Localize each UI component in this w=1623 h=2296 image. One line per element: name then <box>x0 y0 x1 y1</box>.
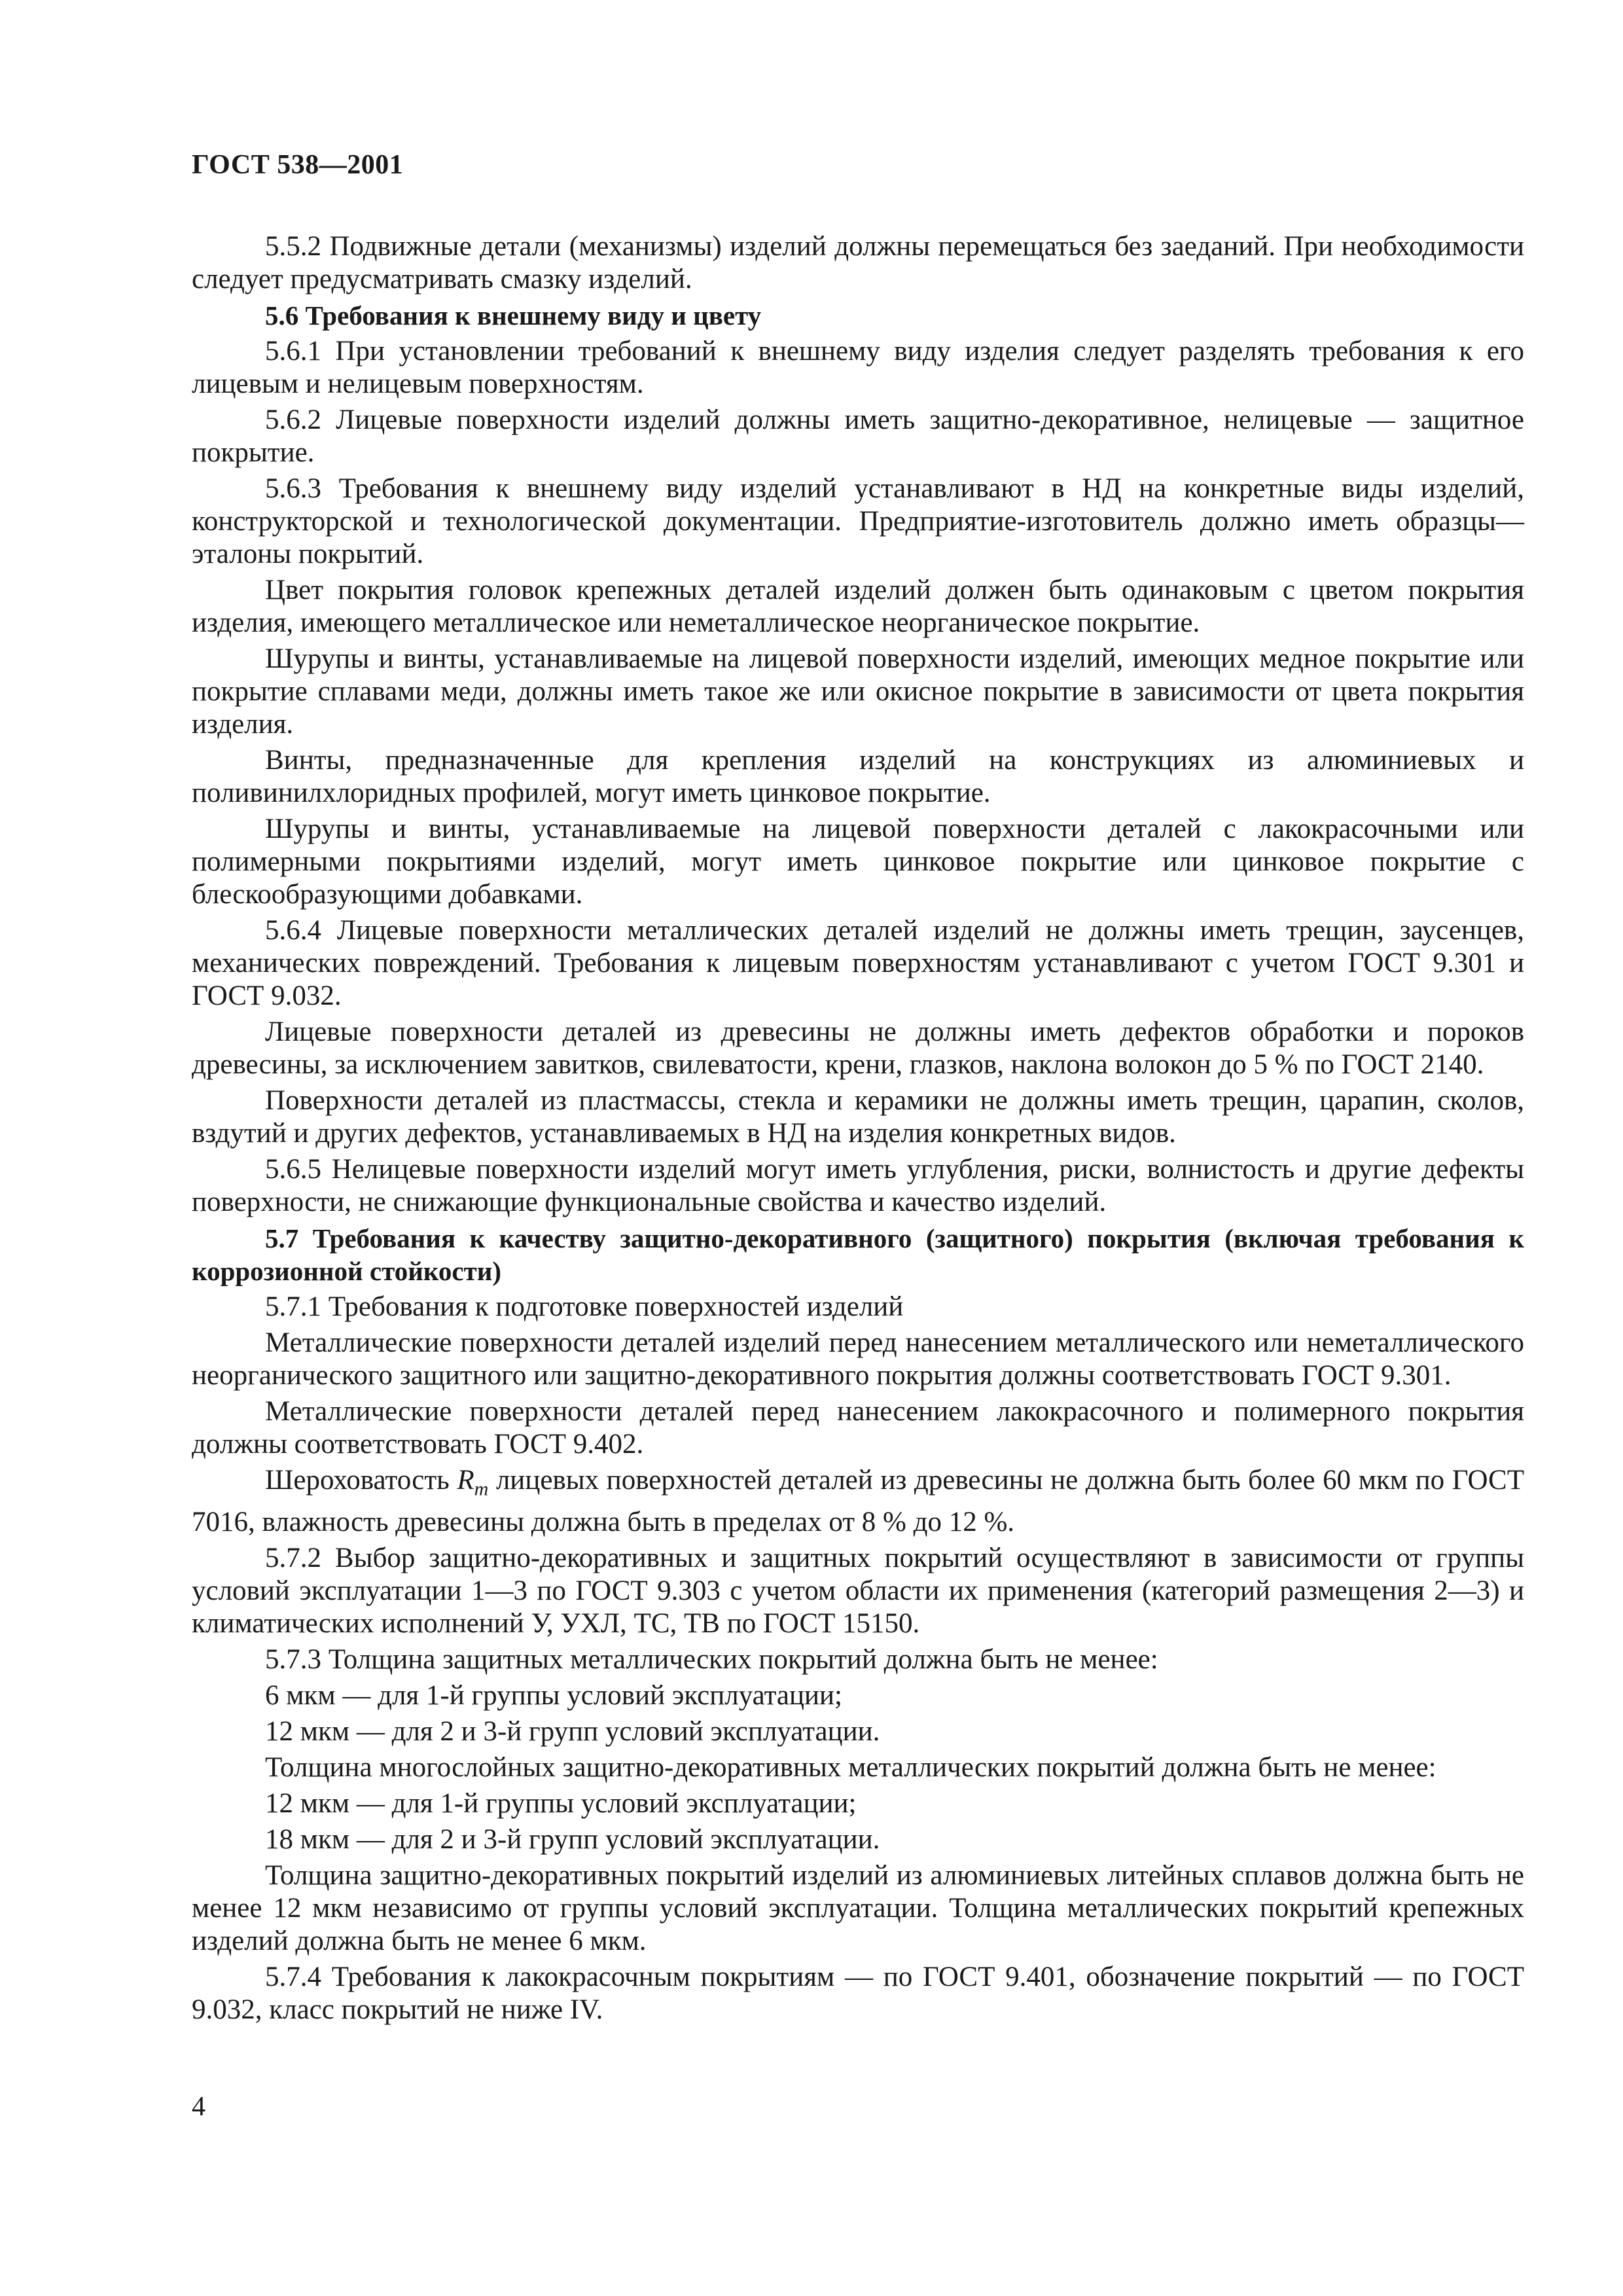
paragraph: 5.7.1 Требования к подготовке поверхностей изделий <box>265 1291 904 1322</box>
paragraph-text: Шероховатость <box>265 1465 457 1496</box>
paragraph: Металлические поверхности деталей перед нанесением лакокрасочного и полимерного покрытия должны соответствовать ГОСТ 9.402. <box>192 1396 1524 1460</box>
paragraph: 18 мкм — для 2 и 3-й групп условий эксплуатации. <box>265 1823 880 1855</box>
paragraph <box>192 1464 1524 1539</box>
paragraph: Лицевые поверхности деталей из древесины не должны иметь дефектов обработки и пороков древесины, за исключением завитков, свилеватости, крени, глазков, наклона волокон до 5 % по ГОСТ 2140. <box>192 1016 1524 1080</box>
paragraph: 5.6.5 Нелицевые поверхности изделий могут иметь углубления, риски, волнистость и другие дефекты поверхности, не снижающие функциональные свойства и качество изделий. <box>192 1154 1524 1217</box>
section-heading: 5.6 Требования к внешнему виду и цвету <box>265 300 762 331</box>
paragraph: Поверхности деталей из пластмассы, стекла и керамики не должны иметь трещин, царапин, сколов, вздутий и других дефектов, устанавливаемых в НД на изделия конкретных видов. <box>192 1085 1524 1149</box>
paragraph: 12 мкм — для 1-й группы условий эксплуатации; <box>265 1787 857 1819</box>
paragraph: Шурупы и винты, устанавливаемые на лицевой поверхности изделий, имеющих медное покрытие или покрытие сплавами меди, должны иметь такое же или окисное покрытие в зависимости от цвета покрытия изделия. <box>192 643 1524 740</box>
paragraph: Цвет покрытия головок крепежных деталей изделий должен быть одинаковым с цветом покрытия изделия, имеющего металлическое или неметаллическое неорганическое покрытие. <box>192 575 1524 638</box>
paragraph: 5.7.2 Выбор защитно-декоративных и защитных покрытий осуществляют в зависимости от группы условий эксплуатации 1—3 по ГОСТ 9.303 с учетом области их применения (категорий размещения 2—3) и климатических исполнений У, УХЛ, ТС, ТВ по ГОСТ 15150. <box>192 1542 1524 1639</box>
paragraph: Винты, предназначенные для крепления изделий на конструкциях из алюминиевых и поливинилхлоридных профилей, могут иметь цинковое покрытие. <box>192 745 1524 808</box>
paragraph: 5.6.1 При установлении требований к внешнему виду изделия следует разделять требования к его лицевым и нелицевым поверхностям. <box>192 336 1524 399</box>
paragraph: Шурупы и винты, устанавливаемые на лицевой поверхности деталей с лакокрасочными или полимерными покрытиями изделий, могут иметь цинковое покрытие или цинковое покрытие с блескообразующими добавками. <box>192 814 1524 910</box>
paragraph: Толщина многослойных защитно-декоративных металлических покрытий должна быть не менее: <box>265 1751 1436 1783</box>
paragraph: 12 мкм — для 2 и 3-й групп условий эксплуатации. <box>265 1715 880 1747</box>
roughness-symbol: R <box>457 1465 474 1496</box>
paragraph: 5.7.4 Требования к лакокрасочным покрытиям — по ГОСТ 9.401, обозначение покрытий — по ГОСТ 9.032, класс покрытий не ниже IV. <box>192 1961 1524 2025</box>
section-heading: 5.7 Требования к качеству защитно-декоративного (защитного) покрытия (включая требования к коррозионной стойкости) <box>192 1223 1524 1286</box>
paragraph: 5.6.4 Лицевые поверхности металлических деталей изделий не должны иметь трещин, заусенцев, механических повреждений. Требования к лицевым поверхностям устанавливают с учетом ГОСТ 9.301 и ГОСТ 9.032. <box>192 915 1524 1011</box>
paragraph: 5.6.2 Лицевые поверхности изделий должны иметь защитно-декоративное, нелицевые — защитное покрытие. <box>192 404 1524 468</box>
page-header-title: ГОСТ 538—2001 <box>192 150 404 180</box>
paragraph-text: лицевых поверхностей деталей из древесины не должна быть более 60 мкм по ГОСТ 7016, влажность древесины должна быть в пределах от 8 % до 12 %. <box>192 1465 1525 1537</box>
paragraph: Металлические поверхности деталей изделий перед нанесением металлического или неметаллического неорганического защитного или защитно-декоративного покрытия должны соответствовать ГОСТ 9.301. <box>192 1327 1524 1391</box>
page-number: 4 <box>192 2092 205 2122</box>
paragraph: 5.5.2 Подвижные детали (механизмы) изделий должны перемещаться без заеданий. При необходимости следует предусматривать смазку изделий. <box>192 231 1524 295</box>
paragraph: Толщина защитно-декоративных покрытий изделий из алюминиевых литейных сплавов должна быть не менее 12 мкм независимо от группы условий эксплуатации. Толщина металлических покрытий крепежных изделий должна быть не менее 6 мкм. <box>192 1859 1524 1956</box>
paragraph: 5.7.3 Толщина защитных металлических покрытий должна быть не менее: <box>265 1643 1158 1675</box>
paragraph: 6 мкм — для 1-й группы условий эксплуатации; <box>265 1679 842 1711</box>
document-body <box>192 230 1524 2030</box>
roughness-subscript: m <box>474 1478 489 1500</box>
paragraph: 5.6.3 Требования к внешнему виду изделий устанавливают в НД на конкретные виды изделий, конструкторской и технологической документации. Предприятие-изготовитель должно иметь образцы—эталоны покрытий. <box>192 473 1524 569</box>
